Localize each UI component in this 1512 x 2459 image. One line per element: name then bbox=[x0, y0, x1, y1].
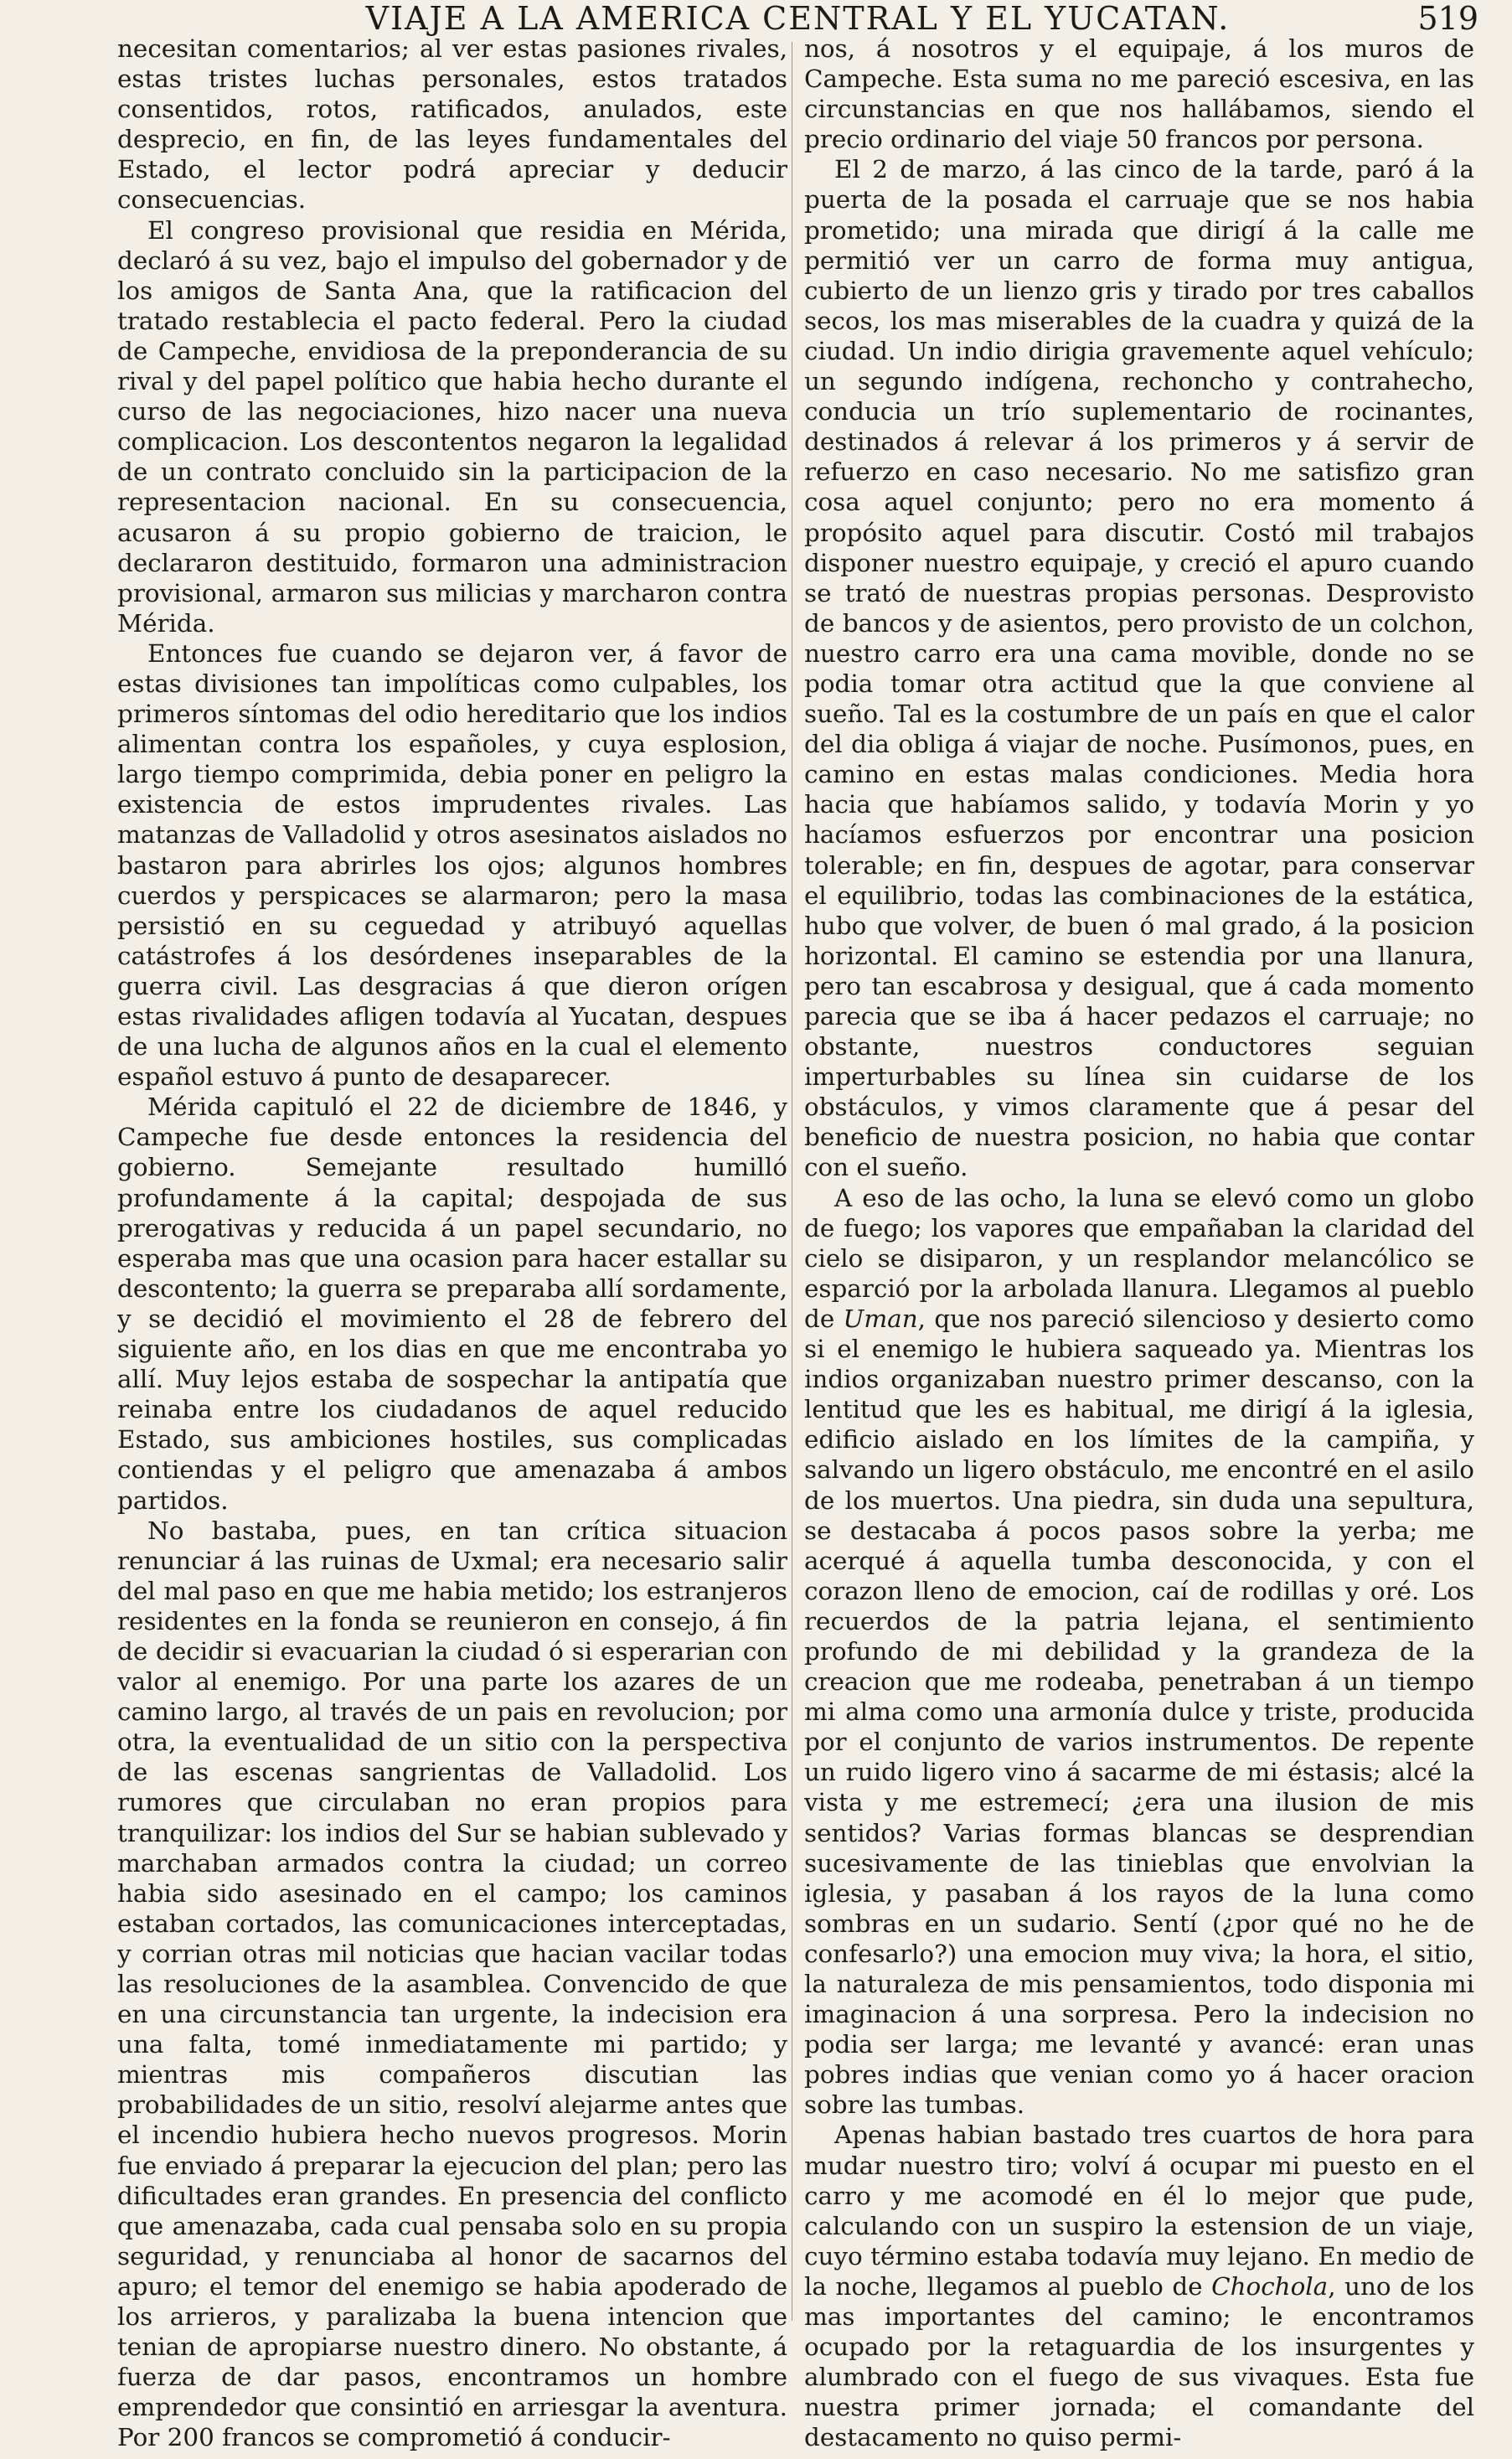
right-column bbox=[804, 34, 1474, 2453]
paragraph: El congreso provisional que residia en Mérida, declaró á su vez, bajo el impulso del gobernador y de los amigos de Santa Ana, que la ratificacion del tratado restablecia el pacto federal. Pero la ciudad de Campeche, envidiosa de la preponderancia de su rival y del papel político que habia hecho durante el curso de las negociaciones, hizo nacer una nueva complicacion. Los descontentos negaron la legalidad de un contrato concluido sin la participacion de la representacion nacional. En su consecuencia, acusaron á su propio gobierno de traicion, le declararon destituido, formaron una administracion provisional, armaron sus milicias y marcharon contra Mérida. bbox=[117, 215, 787, 638]
running-header bbox=[117, 0, 1478, 37]
paragraph bbox=[804, 2120, 1474, 2452]
paragraph: Entonces fue cuando se dejaron ver, á favor de estas divisiones tan impolíticas como culpables, los primeros síntomas del odio hereditario que los indios alimentan contra los españoles, y cuya esplosion, largo tiempo comprimida, debia poner en peligro la existencia de estos imprudentes rivales. Las matanzas de Valladolid y otros asesinatos aislados no bastaron para abrirles los ojos; algunos hombres cuerdos y perspicaces se alarmaron; pero la masa persistió en su ceguedad y atribuyó aquellas catástrofes á los desórdenes inseparables de la guerra civil. Las desgracias á que dieron orígen estas rivalidades afligen todavía al Yucatan, despues de una lucha de algunos años en la cual el elemento español estuvo á punto de desaparecer. bbox=[117, 638, 787, 1092]
paragraph: El 2 de marzo, á las cinco de la tarde, paró á la puerta de la posada el carruaje que se nos habia prometido; una mirada que dirigí á la calle me permitió ver un carro de forma muy antigua, cubierto de un lienzo gris y tirado por tres caballos secos, los mas miserables de la cuadra y quizá de la ciudad. Un indio dirigia gravemente aquel vehículo; un segundo indígena, rechoncho y contrahecho, conducia un trío suplementario de rocinantes, destinados á relevar á los primeros y á servir de refuerzo en caso necesario. No me satisfizo gran cosa aquel conjunto; pero no era momento á propósito aquel para discutir. Costó mil trabajos disponer nuestro equipaje, y creció el apuro cuando se trató de nuestras propias personas. Desprovisto de bancos y de asientos, pero provisto de un colchon, nuestro carro era una cama movible, donde no se podia tomar otra actitud que la que conviene al sueño. Tal es la costumbre de un país en que el calor del dia obliga á viajar de noche. Pusímonos, pues, en camino en estas malas condiciones. Media hora hacia que habíamos salido, y todavía Morin y yo hacíamos esfuerzos por encontrar una posicion tolerable; en fin, despues de agotar, para conservar el equilibrio, todas las combinaciones de la estática, hubo que volver, de buen ó mal grado, á la posicion horizontal. El camino se estendia por una llanura, pero tan escabrosa y desigual, que á cada momento parecia que se iba á hacer pedazos el carruaje; no obstante, nuestros conductores seguian imperturbables su línea sin cuidarse de los obstáculos, y vimos claramente que á pesar del beneficio de nuestra posicion, no habia que contar con el sueño. bbox=[804, 155, 1474, 1182]
left-column bbox=[117, 34, 787, 2453]
text-run: , que nos pareció silencioso y desierto como si el enemigo le hubiera saqueado ya. Mientras los indios organizaban nuestro primer descanso, con la lentitud que les es habitual, me dirigí á la iglesia, edificio aislado en los límites de la campiña, y salvando un ligero obstáculo, me encontré en el asilo de los muertos. Una piedra, sin duda una sepultura, se destacaba á pocos pasos sobre la yerba; me acerqué á aquella tumba desconocida, y con el corazon lleno de emocion, caí de rodillas y oré. Los recuerdos de la patria lejana, el sentimiento profundo de mi debilidad y la grandeza de la creacion que me rodeaba, penetraban á un tiempo mi alma como una armonía dulce y triste, producida por el conjunto de varios instrumentos. De repente un ruido ligero vino á sacarme de mi éstasis; alcé la vista y me estremecí; ¿era una ilusion de mis sentidos? Varias formas blancas se desprendian sucesivamente de las tinieblas que envolvian la iglesia, y pasaban á los rayos de la luna como sombras en un sudario. Sentí (¿por qué no he de confesarlo?) una emocion muy viva; la hora, el sitio, la naturaleza de mis pensamientos, todo disponia mi imaginacion á una sorpresa. Pero la indecision no podia ser larga; me levanté y avancé: eran unas pobres indias que venian como yo á hacer oracion sobre las tumbas. bbox=[804, 1304, 1474, 2120]
paragraph: No bastaba, pues, en tan crítica situacion renunciar á las ruinas de Uxmal; era necesario salir del mal paso en que me habia metido; los estranjeros residentes en la fonda se reunieron en consejo, á fin de decidir si evacuarian la ciudad ó si esperarian con valor al enemigo. Por una parte los azares de un camino largo, al través de un pais en revolucion; por otra, la eventualidad de un sitio con la perspectiva de las escenas sangrientas de Valladolid. Los rumores que circulaban no eran propios para tranquilizar: los indios del Sur se habian sublevado y marchaban armados contra la ciudad; un correo habia sido asesinado en el campo; los caminos estaban cortados, las comunicaciones interceptadas, y corrian otras mil noticias que hacian vacilar todas las resoluciones de la asamblea. Convencido de que en una circunstancia tan urgente, la indecision era una falta, tomé inmediatamente mi partido; y mientras mis compañeros discutian las probabilidades de un sitio, resolví alejarme antes que el incendio hubiera hecho nuevos progresos. Morin fue enviado á preparar la ejecucion del plan; pero las dificultades eran grandes. En presencia del conflicto que amenazaba, cada cual pensaba solo en su propia seguridad, y renunciaba al honor de sacarnos del apuro; el temor del enemigo se habia apoderado de los arrieros, y paralizaba la buena intencion que tenian de apropiarse nuestro dinero. No obstante, á fuerza de dar pasos, encontramos un hombre emprendedor que consintió en arriesgar la aventura. Por 200 francos se comprometió á conducir- bbox=[117, 1516, 787, 2452]
running-title: VIAJE A LA AMERICA CENTRAL Y EL YUCATAN. bbox=[365, 0, 1231, 37]
paragraph bbox=[804, 1183, 1474, 2121]
place-name-chochola: Chochola bbox=[1211, 2271, 1329, 2301]
page-number: 519 bbox=[1417, 0, 1478, 37]
text-run: Apenas habian bastado tres cuartos de hora para mudar nuestro tiro; volví á ocupar mi puesto en el carro y me acomodé en él lo mejor que pude, calculando con un suspiro la estension de un viaje, cuyo término estaba todavía muy lejano. En medio de la noche, llegamos al pueblo de bbox=[804, 2121, 1474, 2301]
place-name-uman: Uman bbox=[843, 1304, 918, 1333]
paragraph: Mérida capituló el 22 de diciembre de 1846, y Campeche fue desde entonces la residencia del gobierno. Semejante resultado humilló profundamente á la capital; despojada de sus prerogativas y reducida á un papel secundario, no esperaba mas que una ocasion para hacer estallar su descontento; la guerra se preparaba allí sordamente, y se decidió el movimiento el 28 de febrero del siguiente año, en los dias en que me encontraba yo allí. Muy lejos estaba de sospechar la antipatía que reinaba entre los ciudadanos de aquel reducido Estado, sus ambiciones hostiles, sus complicadas contiendas y el peligro que amenazaba á ambos partidos. bbox=[117, 1093, 787, 1515]
text-run: A eso de las ocho, la luna se elevó como un globo de fuego; los vapores que empañaban la claridad del cielo se disiparon, y un resplandor melancólico se esparció por la arbolada llanura. Llegamos al pueblo de bbox=[804, 1183, 1474, 1333]
text-run: , uno de los mas importantes del camino; le encontramos ocupado por la retaguardia de los insurgentes y alumbrado con el fuego de sus vivaques. Esta fue nuestra primer jornada; el comandante del destacamento no quiso permi- bbox=[804, 2271, 1475, 2452]
paragraph: necesitan comentarios; al ver estas pasiones rivales, estas tristes luchas personales, estos tratados consentidos, rotos, ratificados, anulados, este desprecio, en fin, de las leyes fundamentales del Estado, el lector podrá apreciar y deducir consecuencias. bbox=[117, 34, 787, 214]
paragraph: nos, á nosotros y el equipaje, á los muros de Campeche. Esta suma no me pareció escesiva, en las circunstancias en que nos hallábamos, siendo el precio ordinario del viaje 50 francos por persona. bbox=[804, 34, 1474, 154]
